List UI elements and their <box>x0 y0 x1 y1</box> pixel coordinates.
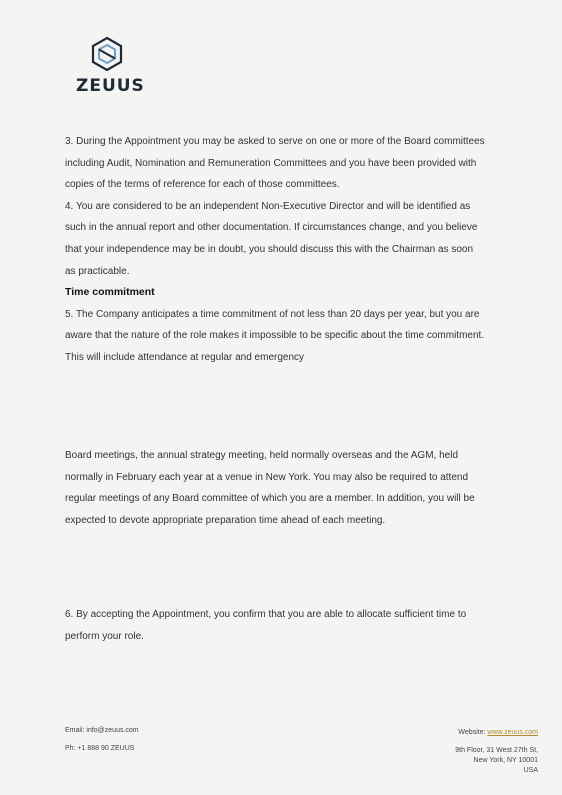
zeuus-logo-icon <box>90 36 124 72</box>
footer-address-line2: New York, NY 10001 <box>473 757 538 764</box>
paragraph-5b: Board meetings, the annual strategy meeting, held normally overseas and the AGM, held normally in February each year at a venue in New York. You may also be required to attend regular meetings of any Board committee of which you are a member. In addition, you will be expected to devote appropriate preparation time ahead of each meeting. <box>65 450 475 526</box>
zeuus-logo <box>76 36 145 96</box>
document-body-continued <box>65 445 485 531</box>
paragraph-6: 6. By accepting the Appointment, you confirm that you are able to allocate sufficient time to perform your role. <box>65 609 467 642</box>
footer-contact <box>65 722 139 758</box>
paragraph-5a: 5. The Company anticipates a time commitment of not less than 20 days per year, but you are aware that the nature of the role makes it impossible to be specific about the time commitment. This will include attendance at regular and emergency <box>65 308 485 363</box>
footer-phone: Ph: +1 888 90 ZEUUS <box>65 745 135 752</box>
brand-name: ZEUUS <box>76 76 145 96</box>
footer-address-line1: 9th Floor, 31 West 27th St, <box>455 747 538 754</box>
document-body <box>65 131 485 369</box>
document-body-final <box>65 604 485 647</box>
paragraph-3: 3. During the Appointment you may be asked to serve on one or more of the Board committees including Audit, Nomination and Remuneration Committees and you have been provided with copies of the terms of reference for each of those committees. <box>65 136 485 191</box>
footer-website <box>455 728 538 738</box>
footer-address <box>455 728 538 776</box>
section-heading-time-commitment: Time commitment <box>65 286 155 299</box>
footer-website-link[interactable]: www.zeuus.com <box>487 729 538 736</box>
paragraph-4: 4. You are considered to be an independent Non-Executive Director and will be identified as such in the annual report and other documentation. If circumstances change, and you believe that your independence may be in doubt, you should discuss this with the Chairman as soon as practicable. <box>65 200 478 277</box>
footer-address-line3: USA <box>523 767 538 774</box>
footer-email: Email: info@zeuus.com <box>65 727 139 734</box>
footer-website-label: Website: <box>458 729 488 736</box>
